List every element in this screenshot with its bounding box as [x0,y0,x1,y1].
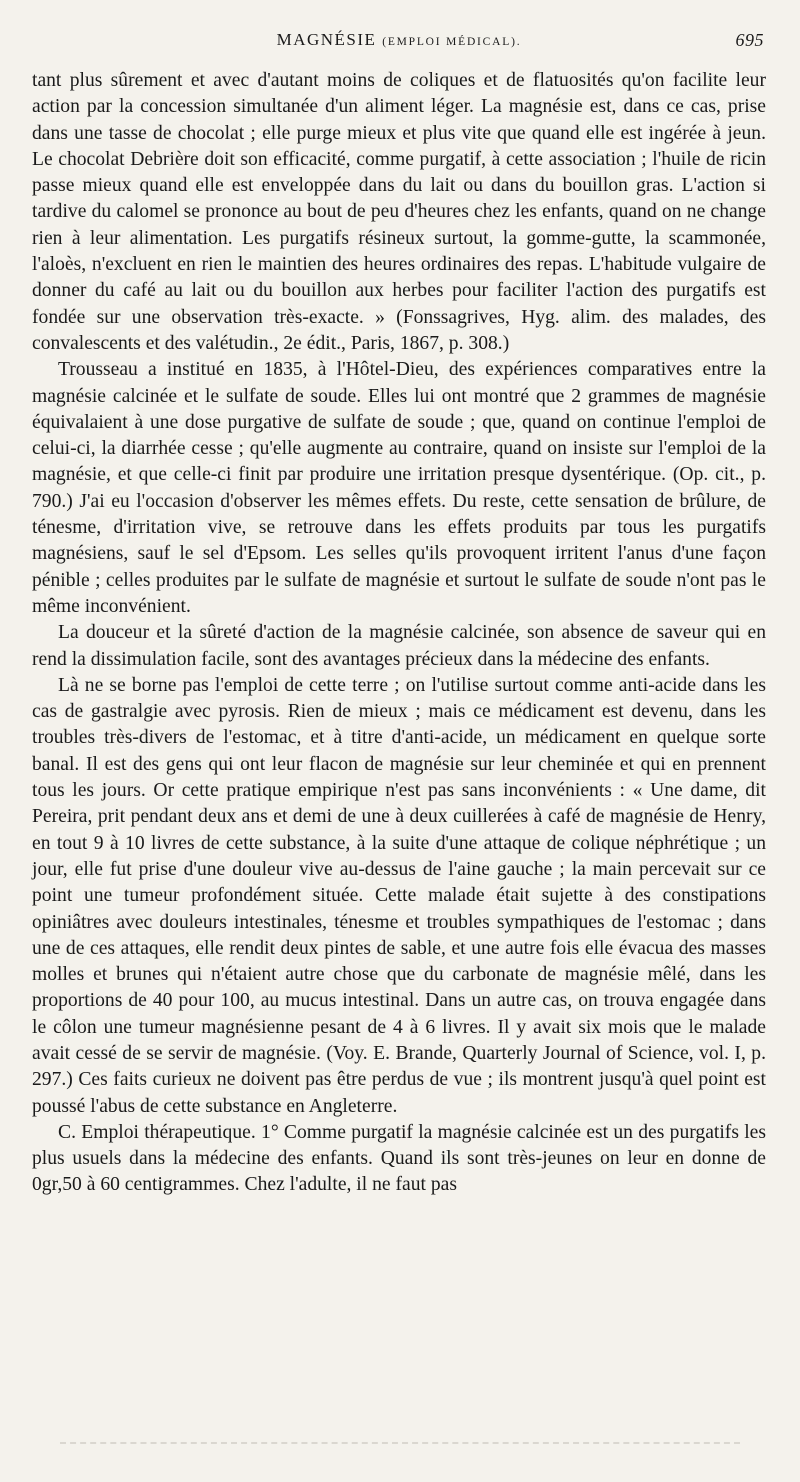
paragraph-trousseau: Trousseau a institué en 1835, à l'Hôtel-Dieu, des expériences comparatives entre la magnésie calcinée et le sulfate de soude. Elles lui ont montré que 2 grammes de magnésie équivalaient à une dose purgative de sulfate de soude ; que, quand on continue l'emploi de celui-ci, la diarrhée cesse ; qu'elle augmente au contraire, quand on insiste sur l'emploi de la magnésie, et que celle-ci finit par produire une irritation presque dysentérique. (Op. cit., p. 790.) J'ai eu l'occasion d'observer les mêmes effets. Du reste, cette sensation de brûlure, de ténesme, d'irritation vive, se retrouve dans les effets produits par tous les purgatifs magnésiens, sauf le sel d'Epsom. Les selles qu'ils provoquent irritent l'anus d'une façon pénible ; celles produites par le sulfate de magnésie et surtout le sulfate de soude n'ont pas le même inconvénient. [32,359,766,617]
page-number: 695 [735,30,764,50]
body-text [32,68,766,1199]
paragraph-continued: tant plus sûrement et avec d'autant moins de coliques et de flatuosités qu'on facilite leur action par la concession simultanée d'un aliment léger. La magnésie est, dans ce cas, prise dans une tasse de chocolat ; elle purge mieux et plus vite que quand elle est ingérée à jeun. Le chocolat Debrière doit son efficacité, comme purgatif, à cette association ; l'huile de ricin passe mieux quand elle est enveloppée dans du lait ou dans du bouillon gras. L'action si tardive du calomel se prononce au bout de peu d'heures chez les enfants, quand on ne change rien à leur alimentation. Les purgatifs résineux surtout, la gomme-gutte, la scammonée, l'aloès, n'excluent en rien le maintien des heures ordinaires des repas. L'habitude vulgaire de donner du café au lait ou du bouillon aux herbes pour faciliter l'action des purgatifs est fondée sur une observation très-exacte. » (Fonssagrives, Hyg. alim. des malades, des convalescents et des valétudin., 2e édit., Paris, 1867, p. 308.) [32,70,766,354]
paragraph-emploi-therapeutique: C. Emploi thérapeutique. 1° Comme purgatif la magnésie calcinée est un des purgatifs les plus usuels dans la médecine des enfants. Quand ils sont très-jeunes on leur en donne de 0gr,50 à 60 centigrammes. Chez l'adulte, il ne faut pas [32,1121,766,1196]
paragraph-anti-acide: Là ne se borne pas l'emploi de cette terre ; on l'utilise surtout comme anti-acide dans les cas de gastralgie avec pyrosis. Rien de mieux ; mais ce médicament est devenu, dans les troubles très-divers de l'estomac, et à titre d'anti-acide, un médicament en quelque sorte banal. Il est des gens qui ont leur flacon de magnésie sur leur cheminée et qui en prennent tous les jours. Or cette pratique empirique n'est pas sans inconvénients : « Une dame, dit Pereira, prit pendant deux ans et demi de une à deux cuillerées à café de magnésie de Henry, en tout 9 à 10 livres de cette substance, à la suite d'une attaque de colique néphrétique ; un jour, elle fut prise d'une douleur vive au-dessus de l'aine gauche ; la main percevait sur ce point une tumeur profondément située. Cette malade était sujette à des constipations opiniâtres avec douleurs intestinales, ténesme et troubles sympathiques de l'estomac ; dans une de ces attaques, elle rendit deux pintes de sable, et une autre fois elle évacua des masses molles et brunes qui n'étaient autre chose que du carbonate de magnésie mêlé, dans les proportions de 40 pour 100, au mucus intestinal. Dans un autre cas, on trouva engagée dans le côlon une tumeur magnésienne pesant de 4 à 6 livres. Il y avait six mois que le malade avait cessé de se servir de magnésie. (Voy. E. Brande, Quarterly Journal of Science, vol. I, p. 297.) Ces faits curieux ne doivent pas être perdus de vue ; ils montrent jusqu'à quel point est poussé l'abus de cette substance en Angleterre. [32,674,766,1117]
footer-rule [60,1442,740,1444]
running-head [32,30,766,60]
running-title-subtitle: (EMPLOI MÉDICAL). [382,36,522,48]
running-title [277,30,522,50]
paragraph-douceur: La douceur et la sûreté d'action de la magnésie calcinée, son absence de saveur qui en rend la dissimulation facile, sont des avantages précieux dans la médecine des enfants. [32,622,766,670]
running-title-main: MAGNÉSIE [276,30,377,49]
